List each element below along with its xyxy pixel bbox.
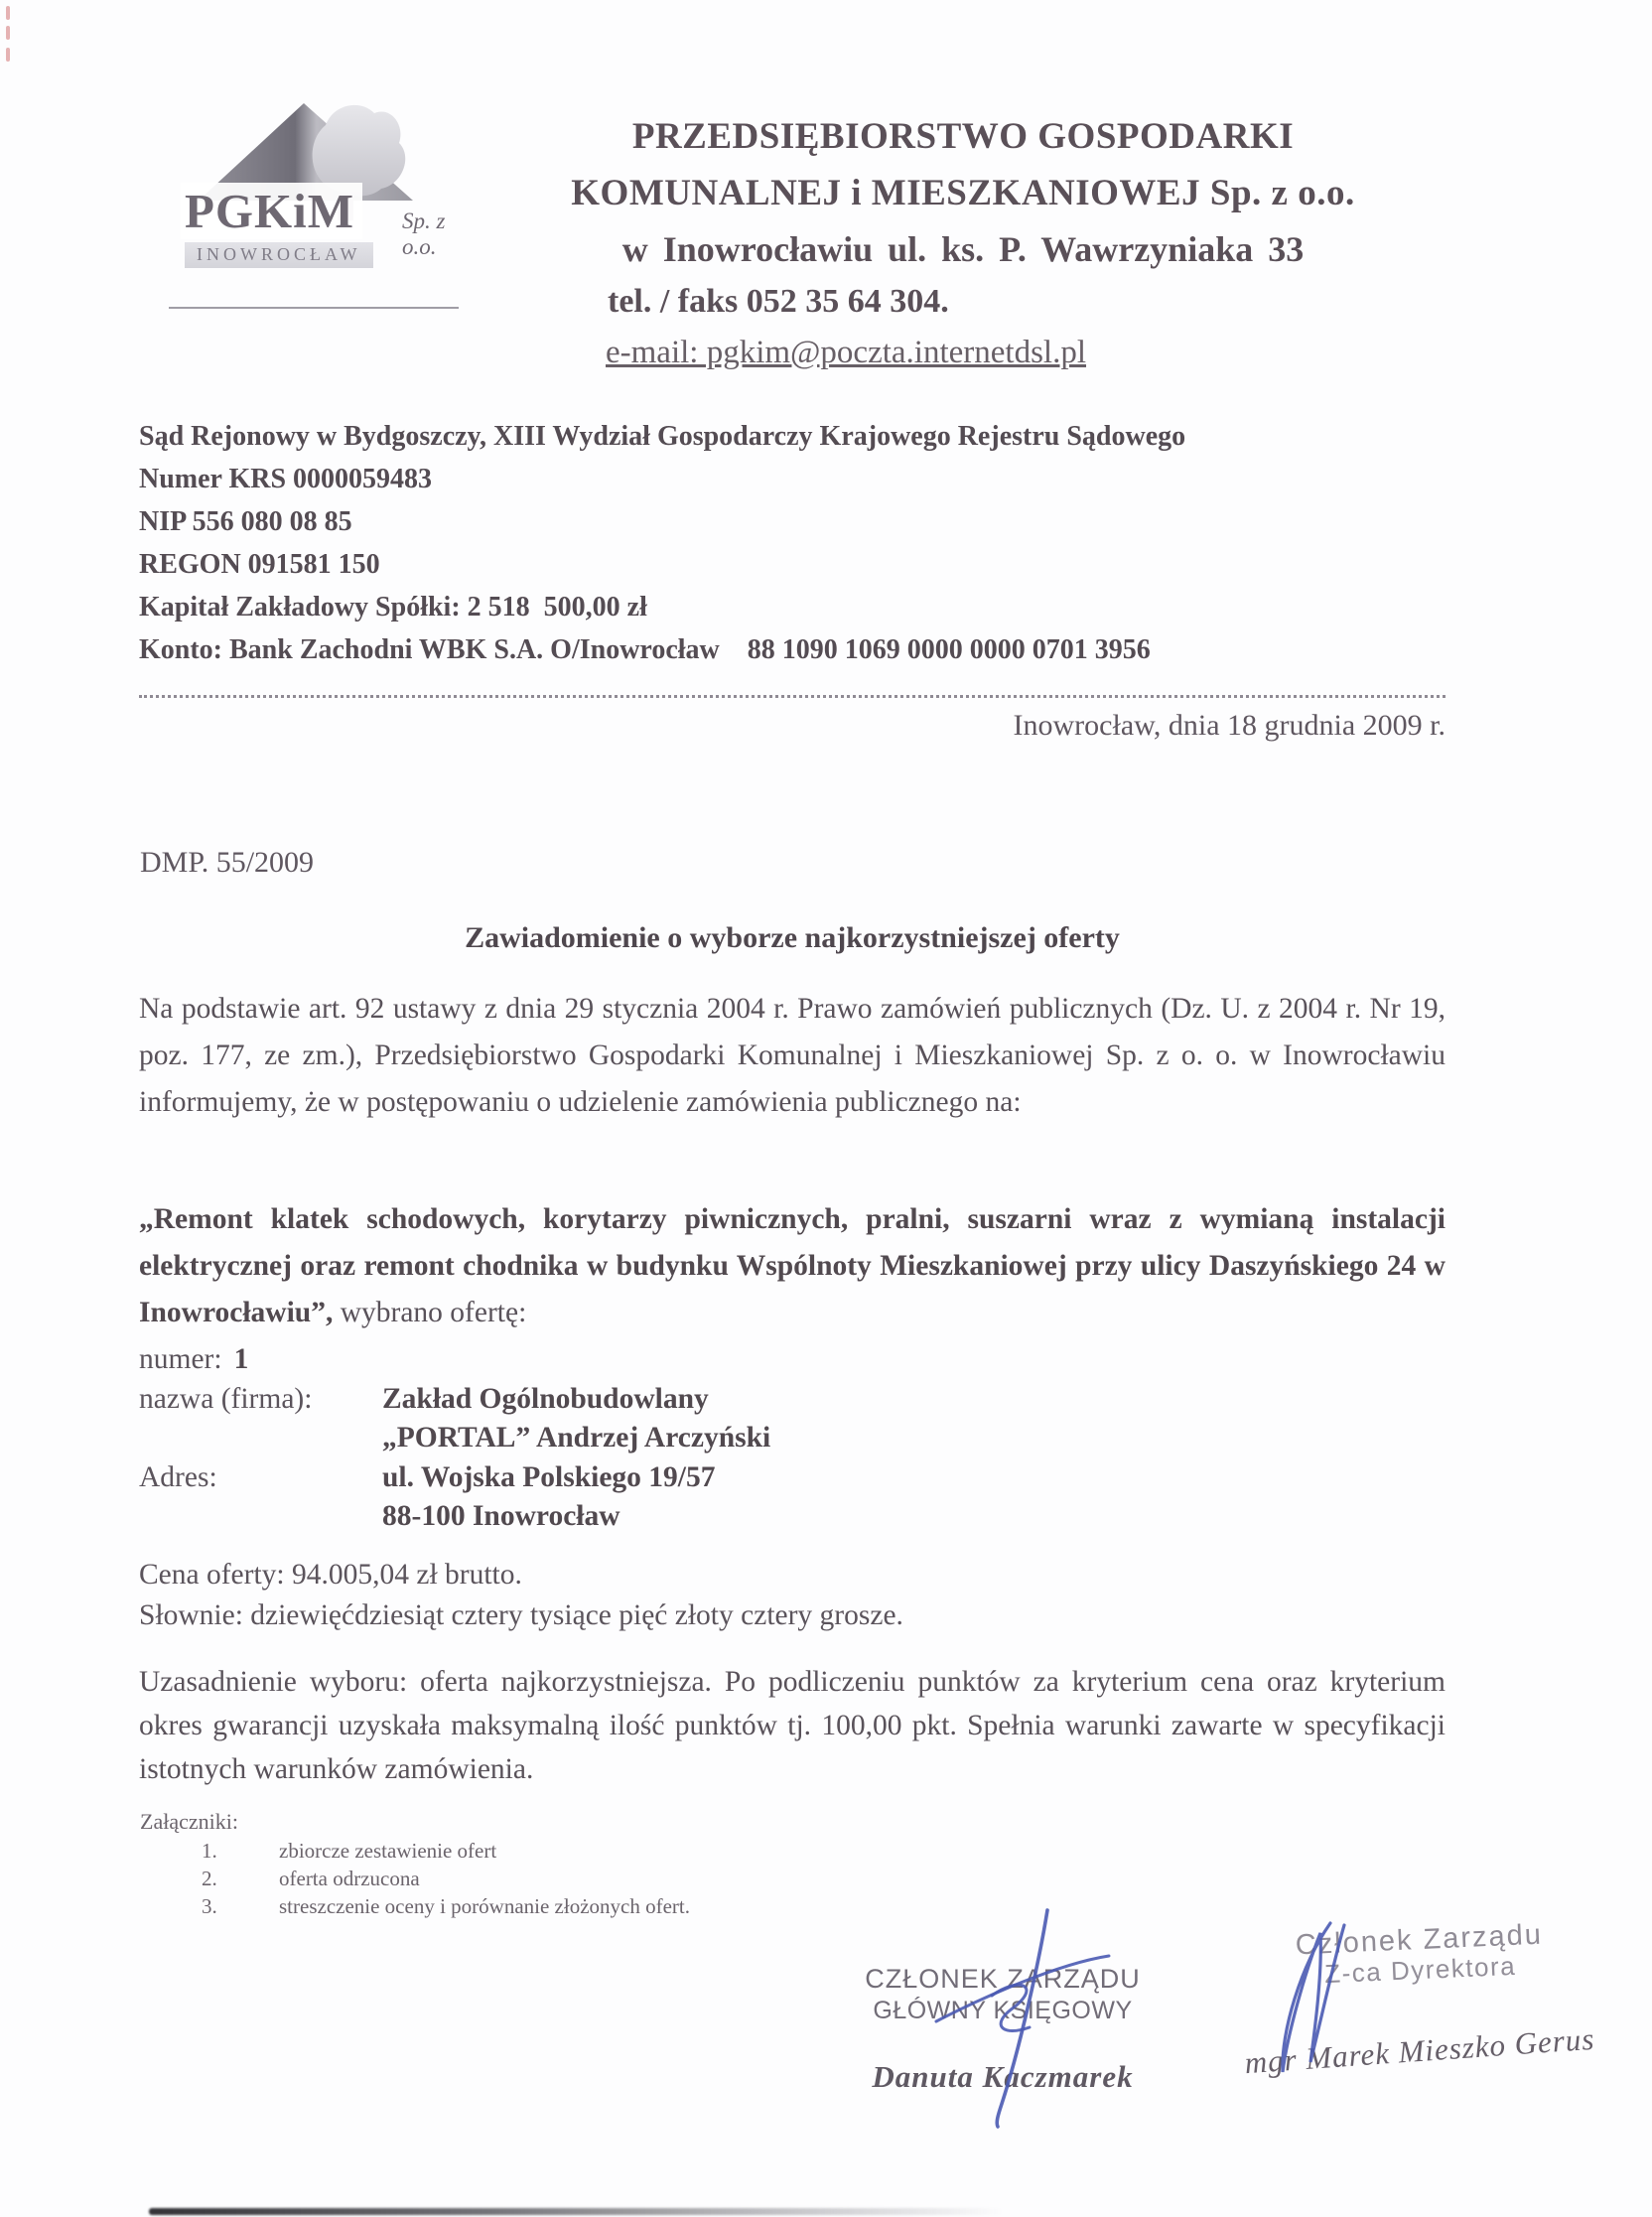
company-logo	[169, 97, 477, 271]
company-name-line-2: KOMUNALNEJ i MIESZKANIOWEJ Sp. z o.o.	[571, 173, 1355, 213]
offer-address-row	[139, 1458, 1181, 1498]
dateline: Inowrocław, dnia 18 grudnia 2009 r.	[1013, 709, 1446, 742]
offer-name-row	[139, 1380, 1181, 1420]
signature-right-title-1: Członek Zarządu	[1295, 1918, 1544, 1962]
logo-brand: PGKiM	[181, 183, 362, 239]
logo-city: INOWROCŁAW	[185, 242, 373, 268]
company-email: e-mail: pgkim@poczta.internetdsl.pl	[606, 335, 1087, 370]
logo-suffix: Sp. z o.o.	[402, 208, 446, 259]
offer-address-label-spacer	[139, 1497, 382, 1537]
scan-red-mark	[6, 48, 10, 62]
registry-capital-line: Kapitał Zakładowy Spółki: 2 518 500,00 zł	[139, 592, 647, 623]
offer-name-label-spacer	[139, 1419, 382, 1458]
attachment-text: zbiorcze zestawienie ofert	[279, 1839, 497, 1863]
price-block	[139, 1555, 903, 1636]
company-phone: tel. / faks 052 35 64 304.	[608, 283, 949, 320]
offer-address-value-2: 88-100 Inowrocław	[382, 1500, 620, 1532]
intro-paragraph: Na podstawie art. 92 ustawy z dnia 29 stycznia 2004 r. Prawo zamówień publicznych (Dz. U. z 2004 r. Nr 19, poz. 177, ze zm.), Przedsiębiorstwo Gospodarki Komunalnej i Mieszkaniowej Sp. z o. o. w Inowrocławiu informujemy, że w postępowaniu o udzielenie zamówienia publicznego na:	[139, 993, 1446, 1118]
dotted-divider	[139, 695, 1446, 698]
offer-address-label: Adres:	[139, 1460, 217, 1493]
company-address-line: w Inowrocławiu ul. ks. P. Wawrzyniaka 33	[621, 229, 1305, 269]
attachment-item	[140, 1867, 690, 1890]
signature-right-block	[1245, 1916, 1594, 1993]
offer-name-value-1: Zakład Ogólnobudowlany	[382, 1382, 709, 1415]
subject-tail-text: wybrano ofertę:	[333, 1297, 527, 1328]
scan-red-mark	[6, 26, 10, 40]
scan-red-mark	[6, 6, 10, 20]
offer-address-row-2	[139, 1497, 1181, 1537]
offer-address-value-1: ul. Wojska Polskiego 19/57	[382, 1460, 716, 1493]
attachment-number: 1.	[202, 1839, 217, 1863]
attachment-text: oferta odrzucona	[279, 1867, 420, 1890]
registry-nip-line: NIP 556 080 08 85	[139, 506, 352, 537]
offer-number-value: 1	[233, 1343, 249, 1375]
offer-block	[139, 1340, 1181, 1537]
document-title: Zawiadomienie o wyborze najkorzystniejszej oferty	[465, 921, 1120, 954]
company-letterhead	[516, 115, 1410, 371]
registry-regon-line: REGON 091581 150	[139, 549, 380, 580]
subject-paragraph	[139, 1196, 1446, 1336]
registry-account-line: Konto: Bank Zachodni WBK S.A. O/Inowrocław 88 1090 1069 0000 0000 0701 3956	[139, 634, 1151, 665]
registry-court-line: Sąd Rejonowy w Bydgoszczy, XIII Wydział Gospodarczy Krajowego Rejestru Sądowego	[139, 421, 1186, 452]
company-name-line-1: PRZEDSIĘBIORSTWO GOSPODARKI	[631, 116, 1295, 157]
scan-bottom-edge	[149, 2208, 1003, 2215]
attachment-number: 2.	[202, 1867, 217, 1890]
signature-right-title-2: Z-ca Dyrektora	[1323, 1950, 1517, 1990]
attachment-text: streszczenie oceny i porównanie złożonych ofert.	[279, 1894, 690, 1918]
registry-krs-line: Numer KRS 0000059483	[139, 464, 433, 494]
price-words-line: Słownie: dziewięćdziesiąt cztery tysiące pięć złoty cztery grosze.	[139, 1599, 903, 1631]
offer-number-row	[139, 1340, 1181, 1380]
offer-number-label: numer:	[139, 1343, 222, 1375]
attachments-label: Załączniki:	[140, 1809, 238, 1834]
justification-paragraph: Uzasadnienie wyboru: oferta najkorzystniejsza. Po podliczeniu punktów za kryterium cena oraz kryterium okres gwarancji uzyskała maksymalną ilość punktów tj. 100,00 pkt. Spełnia warunki zawarte w specyfikacji istotnych warunków zamówienia.	[139, 1666, 1446, 1785]
signature-left-block	[849, 1964, 1157, 2095]
subject-bold-text: „Remont klatek schodowych, korytarzy piwnicznych, pralni, suszarni wraz z wymianą instalacji elektrycznej oraz remont chodnika w budynku Wspólnoty Mieszkaniowej przy ulicy Daszyńskiego 24 w Inowrocławiu”,	[139, 1203, 1446, 1328]
offer-name-row-2	[139, 1419, 1181, 1458]
attachment-item	[140, 1839, 690, 1863]
signature-right-name: mgr Marek Mieszko Gerus	[1243, 2020, 1596, 2081]
signature-left-title-2: GŁÓWNY KSIĘGOWY	[873, 1997, 1133, 2024]
offer-name-value-2: „PORTAL” Andrzej Arczyński	[382, 1422, 771, 1454]
registry-block	[139, 415, 1459, 671]
signature-left-title-1: CZŁONEK ZARZĄDU	[865, 1964, 1141, 1994]
price-line: Cena oferty: 94.005,04 zł brutto.	[139, 1559, 522, 1591]
offer-name-label: nazwa (firma):	[139, 1382, 313, 1415]
reference-number: DMP. 55/2009	[140, 846, 315, 879]
logo-underline	[169, 307, 459, 309]
attachment-number: 3.	[202, 1894, 217, 1918]
attachment-item	[140, 1894, 690, 1918]
signature-left-name: Danuta Kaczmarek	[872, 2059, 1134, 2094]
attachments-block	[140, 1809, 690, 1918]
